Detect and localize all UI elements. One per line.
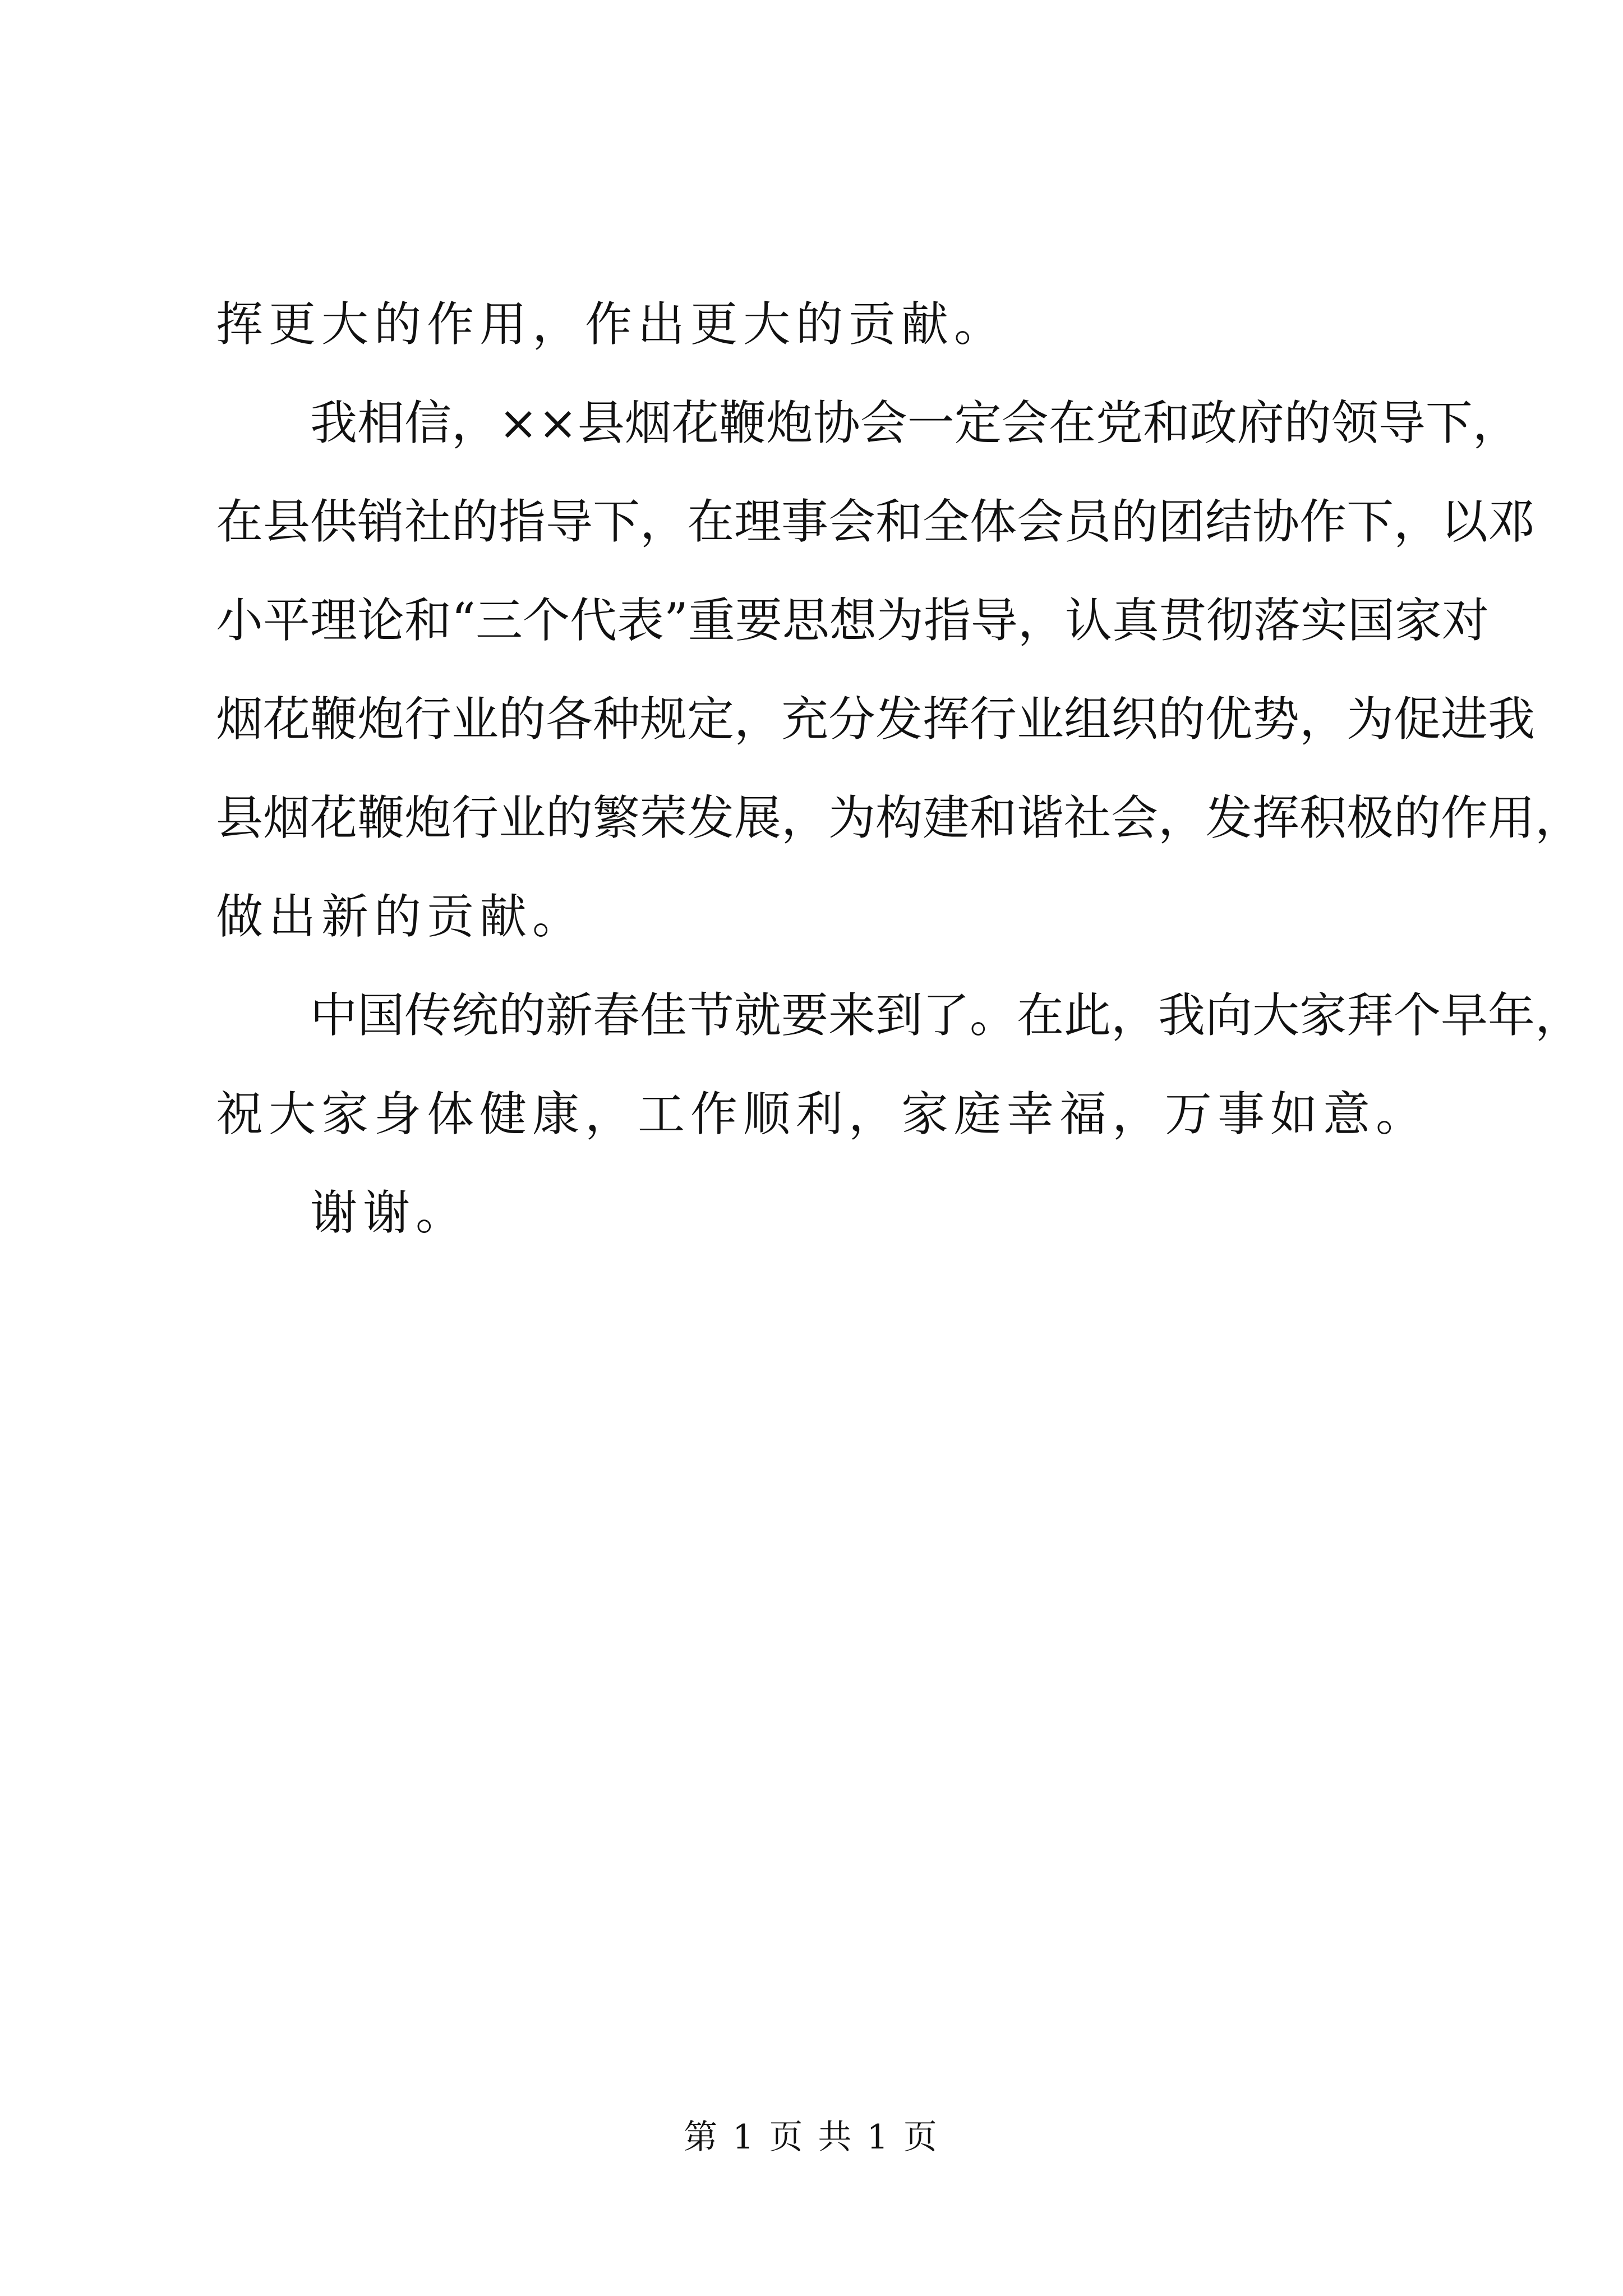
paragraph-line: 小平理论和“三个代表”重要思想为指导，认真贯彻落实国家对 — [216, 593, 1489, 648]
paragraph-line: 中国传统的新春佳节就要来到了。在此，我向大家拜个早年， — [310, 988, 1583, 1043]
paragraph-line: 县烟花鞭炮行业的繁荣发展，为构建和谐社会，发挥积极的作用， — [216, 790, 1583, 845]
paragraph-line: 谢谢。 — [310, 1185, 469, 1240]
paragraph-line: 烟花鞭炮行业的各种规定，充分发挥行业组织的优势，为促进我 — [216, 692, 1536, 747]
document-body — [216, 275, 1583, 1262]
paragraph-line: 挥更大的作用，作出更大的贡献。 — [216, 297, 1007, 352]
paragraph-line: 在县供销社的指导下，在理事会和全体会员的团结协作下，以邓 — [216, 494, 1536, 549]
page-footer: 第 1 页 共 1 页 — [684, 2118, 939, 2157]
paragraph-line: 做出新的贡献。 — [216, 889, 585, 944]
paragraph-line: 我相信，××县烟花鞭炮协会一定会在党和政府的领导下， — [310, 395, 1520, 450]
paragraph-line: 祝大家身体健康，工作顺利，家庭幸福，万事如意。 — [216, 1087, 1429, 1142]
